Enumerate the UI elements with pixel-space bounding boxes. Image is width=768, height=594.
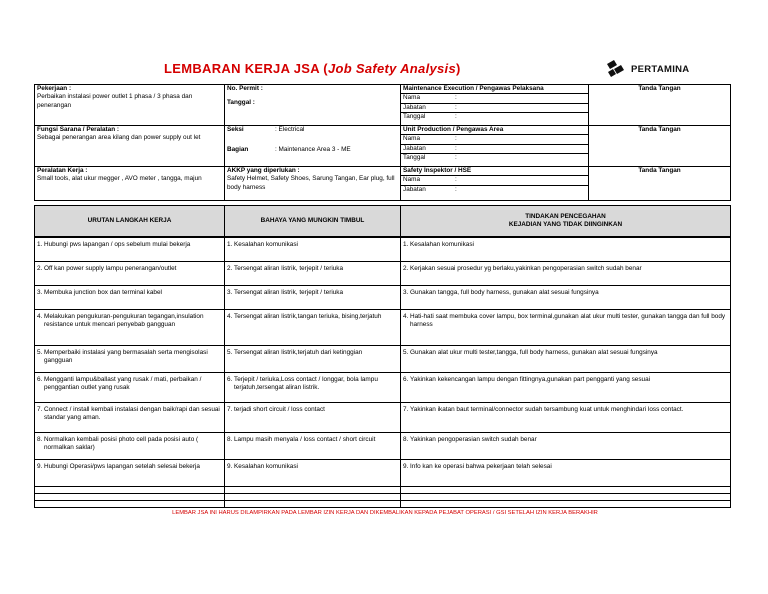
jsa-sheet bbox=[34, 84, 730, 508]
step-tindakan: Yakinkan pengoperasian switch sudah benar bbox=[410, 436, 537, 443]
pekerjaan-value: Perbaikan instalasi power outlet 1 phasa / 3 phasa dan penerangan bbox=[37, 93, 193, 109]
pekerjaan-cell bbox=[35, 85, 225, 126]
step-tindakan: Info kan ke operasi bahwa pekerjaan telah selesai bbox=[410, 463, 552, 470]
step-bahaya-cell bbox=[225, 262, 401, 286]
peralatan-label: Peralatan Kerja : bbox=[37, 167, 88, 174]
unit-nama-row bbox=[401, 135, 588, 144]
seksi-label: Seksi bbox=[227, 126, 244, 133]
step-bahaya: Tersengat aliran listrik, terjepit / teriuka bbox=[234, 289, 344, 296]
step-tindakan-cell bbox=[401, 460, 731, 487]
step-bahaya-cell bbox=[225, 373, 401, 403]
step-tindakan: Gunakan alat ukur multi tester,tangga, full body harness, gunakan alat sesuai fungsinya bbox=[410, 349, 658, 356]
colon: : bbox=[455, 185, 457, 193]
table-row bbox=[35, 286, 731, 310]
step-tindakan-cell bbox=[401, 286, 731, 310]
step-bahaya: Kesalahan komunikasi bbox=[234, 241, 298, 248]
step-tindakan-cell bbox=[401, 346, 731, 373]
step-number: 3. bbox=[403, 289, 409, 296]
step-langkah: Mengganti lampu&ballast yang rusak / mati, perbaikan / penggantian outlet yang rusak bbox=[44, 376, 202, 392]
peralatan-cell bbox=[35, 167, 225, 201]
tanda-tangan-3: Tanda Tangan bbox=[589, 167, 731, 201]
table-row bbox=[35, 238, 731, 262]
title-italic: Job Safety Analysis bbox=[327, 61, 456, 76]
tanggal-label: Tanggal bbox=[403, 113, 426, 121]
table-row bbox=[35, 433, 731, 460]
step-number: 5. bbox=[227, 349, 233, 356]
akkp-label: AKKP yang diperlukan : bbox=[227, 167, 300, 174]
permit-cell bbox=[225, 85, 401, 126]
jabatan-label: Jabatan bbox=[403, 185, 426, 193]
header-row-1 bbox=[35, 85, 731, 126]
colon: : bbox=[455, 103, 457, 111]
header-row-3 bbox=[35, 167, 731, 201]
safety-nama-row bbox=[401, 176, 588, 185]
step-bahaya: Tersengat aliran listrik,terjatuh dari ketinggian bbox=[234, 349, 363, 356]
maint-cell bbox=[401, 85, 589, 126]
step-langkah: Hubungi Operasi/pws lapangan setelah selesai bekerja bbox=[44, 463, 200, 470]
step-langkah: Membuka junction box dan terminal kabel bbox=[44, 289, 162, 296]
document-title bbox=[164, 61, 461, 76]
step-number: 7. bbox=[37, 406, 43, 413]
title-main: LEMBARAN KERJA JSA ( bbox=[164, 61, 328, 76]
step-number: 4. bbox=[403, 313, 409, 320]
step-tindakan: Yakinkan kekencangan lampu dengan fittingnya,gunakan part pengganti yang sesuai bbox=[410, 376, 651, 383]
step-bahaya: Tersengat aliran listrik,tangan teriuka, bising,terjatuh bbox=[234, 313, 382, 320]
step-number: 4. bbox=[37, 313, 43, 320]
header-row-2 bbox=[35, 126, 731, 167]
step-bahaya-cell bbox=[225, 403, 401, 433]
step-tindakan-cell bbox=[401, 433, 731, 460]
pertamina-logo-icon bbox=[605, 60, 627, 78]
step-tindakan-cell bbox=[401, 403, 731, 433]
pertamina-logo bbox=[605, 58, 689, 80]
steps-table bbox=[34, 205, 731, 237]
step-bahaya-cell bbox=[225, 286, 401, 310]
colon: : bbox=[455, 113, 457, 121]
seksi-cell bbox=[225, 126, 401, 167]
table-row bbox=[35, 262, 731, 286]
step-langkah-cell bbox=[35, 433, 225, 460]
step-tindakan-cell bbox=[401, 262, 731, 286]
colon: : bbox=[455, 94, 457, 102]
logo-text: PERTAMINA bbox=[631, 63, 690, 75]
step-langkah-cell bbox=[35, 310, 225, 346]
step-tindakan-cell bbox=[401, 238, 731, 262]
step-number: 2. bbox=[403, 265, 409, 272]
tanda-tangan-1: Tanda Tangan bbox=[589, 85, 731, 126]
step-bahaya-cell bbox=[225, 238, 401, 262]
col-tindakan-line-1: TINDAKAN PENCEGAHAN bbox=[525, 212, 606, 220]
blank-cell bbox=[35, 487, 225, 494]
table-row bbox=[35, 310, 731, 346]
step-tindakan: Hati-hati saat membuka cover lampu, box terminal,gunakan alat ukur multi tester, gunakan tangga dan full body harness bbox=[410, 313, 726, 329]
step-number: 6. bbox=[227, 376, 233, 383]
step-langkah: Hubungi pws lapangan / ops sebelum mulai bekerja bbox=[44, 241, 191, 248]
step-number: 1. bbox=[403, 241, 409, 248]
steps-body bbox=[34, 237, 731, 508]
step-langkah-cell bbox=[35, 373, 225, 403]
safety-jabatan-row bbox=[401, 186, 588, 194]
akkp-cell bbox=[225, 167, 401, 201]
step-tindakan-cell bbox=[401, 373, 731, 403]
step-number: 8. bbox=[37, 436, 43, 443]
column-header-row bbox=[35, 206, 731, 237]
step-number: 6. bbox=[37, 376, 43, 383]
bagian-value: : Maintenance Area 3 - ME bbox=[275, 146, 351, 154]
header-table bbox=[34, 84, 731, 201]
maint-nama-row bbox=[401, 94, 588, 103]
blank-row bbox=[35, 501, 731, 508]
nama-label: Nama bbox=[403, 176, 421, 184]
colon: : bbox=[455, 135, 457, 143]
colon: : bbox=[455, 144, 457, 152]
jabatan-label: Jabatan bbox=[403, 144, 426, 152]
table-row bbox=[35, 460, 731, 487]
step-langkah-cell bbox=[35, 403, 225, 433]
maint-label: Maintenance Execution / Pengawas Pelaksana bbox=[401, 85, 588, 94]
step-number: 7. bbox=[403, 406, 409, 413]
seksi-value: : Electrical bbox=[275, 126, 305, 133]
unit-label: Unit Production / Pengawas Area bbox=[401, 126, 588, 135]
step-langkah-cell bbox=[35, 286, 225, 310]
step-number: 2. bbox=[37, 265, 43, 272]
step-tindakan-cell bbox=[401, 310, 731, 346]
akkp-value: Safety Helmet, Safety Shoes, Sarung Tangan, Ear plug, full body harness bbox=[227, 175, 395, 191]
colon: : bbox=[455, 154, 457, 162]
blank-cell bbox=[401, 494, 731, 501]
step-tindakan: Kesalahan komunikasi bbox=[410, 241, 474, 248]
blank-cell bbox=[35, 501, 225, 508]
step-tindakan: Yakinkan ikatan baut terminal/connector sudah tersambung kuat untuk menghindari loss contact. bbox=[410, 406, 684, 413]
blank-cell bbox=[401, 501, 731, 508]
step-bahaya: Terjepit / teriuka,Loss contact / longgar, bola lampu terjatuh,tersengat aliran listrik. bbox=[234, 376, 378, 392]
step-number: 1. bbox=[37, 241, 43, 248]
colon: : bbox=[455, 176, 457, 184]
blank-row bbox=[35, 494, 731, 501]
table-row bbox=[35, 346, 731, 373]
step-langkah-cell bbox=[35, 238, 225, 262]
step-langkah-cell bbox=[35, 460, 225, 487]
step-bahaya-cell bbox=[225, 460, 401, 487]
col-tindakan bbox=[401, 206, 731, 237]
bagian-label: Bagian bbox=[227, 146, 249, 154]
step-number: 8. bbox=[403, 436, 409, 443]
step-number: 8. bbox=[227, 436, 233, 443]
step-langkah: Off kan power supply lampu penerangan/outlet bbox=[44, 265, 177, 272]
tanggal-label: Tanggal bbox=[403, 154, 426, 162]
unit-tanggal-row bbox=[401, 154, 588, 162]
title-close: ) bbox=[455, 61, 461, 76]
table-row bbox=[35, 373, 731, 403]
peralatan-value: Small tools, alat ukur megger , AVO meter , tangga, majun bbox=[37, 175, 202, 183]
step-langkah-cell bbox=[35, 346, 225, 373]
step-number: 6. bbox=[403, 376, 409, 383]
unit-jabatan-row bbox=[401, 145, 588, 154]
blank-cell bbox=[225, 501, 401, 508]
blank-cell bbox=[225, 487, 401, 494]
step-number: 9. bbox=[403, 463, 409, 470]
nama-label: Nama bbox=[403, 135, 421, 143]
step-number: 5. bbox=[37, 349, 43, 356]
col-bahaya: BAHAYA YANG MUNGKIN TIMBUL bbox=[225, 206, 401, 237]
seksi-row bbox=[227, 126, 398, 134]
step-langkah: Connect / install kembali instalasi dengan baik/rapi dan sesuai standar yang aman. bbox=[44, 406, 220, 422]
step-number: 2. bbox=[227, 265, 233, 272]
step-number: 9. bbox=[227, 463, 233, 470]
step-bahaya: Kesalahan komunikasi bbox=[234, 463, 298, 470]
safety-cell bbox=[401, 167, 589, 201]
no-permit-label: No. Permit : bbox=[227, 85, 263, 92]
step-bahaya-cell bbox=[225, 310, 401, 346]
step-number: 5. bbox=[403, 349, 409, 356]
step-langkah-cell bbox=[35, 262, 225, 286]
maint-jabatan-row bbox=[401, 104, 588, 113]
step-tindakan: Gunakan tangga, full body harness, gunakan alat sesuai fungsinya bbox=[410, 289, 599, 296]
footnote: LEMBAR JSA INI HARUS DILAMPIRKAN PADA LEMBAR IZIN KERJA DAN DIKEMBALIKAN KEPADA PEJABAT OPERASI / GSI SETELAH IZIN KERJA BERAKHIR bbox=[172, 510, 598, 516]
fungsi-cell bbox=[35, 126, 225, 167]
blank-cell bbox=[35, 494, 225, 501]
step-langkah: Memperbaiki instalasi yang bermasalah serta mengisolasi gangguan bbox=[44, 349, 208, 365]
maint-tanggal-row bbox=[401, 113, 588, 121]
step-number: 3. bbox=[37, 289, 43, 296]
fungsi-label: Fungsi Sarana / Peralatan : bbox=[37, 126, 120, 133]
tanda-tangan-2: Tanda Tangan bbox=[589, 126, 731, 167]
blank-row bbox=[35, 487, 731, 494]
step-number: 3. bbox=[227, 289, 233, 296]
nama-label: Nama bbox=[403, 94, 421, 102]
pekerjaan-label: Pekerjaan : bbox=[37, 85, 72, 92]
blank-cell bbox=[225, 494, 401, 501]
blank-cell bbox=[401, 487, 731, 494]
bagian-row bbox=[227, 146, 398, 154]
step-bahaya: Tersengat aliran listrik, terjepit / teriuka bbox=[234, 265, 344, 272]
col-tindakan-line-2: KEJADIAN YANG TIDAK DIINGINKAN bbox=[508, 221, 623, 228]
step-bahaya-cell bbox=[225, 346, 401, 373]
step-bahaya: Lampu masih menyala / loss contact / short circuit bbox=[234, 436, 376, 443]
step-tindakan: Kerjakan sesuai prosedur yg berlaku,yakinkan pengoperasian switch sudah benar bbox=[410, 265, 642, 272]
col-urutan: URUTAN LANGKAH KERJA bbox=[35, 206, 225, 237]
step-bahaya: terjadi short circuit / loss contact bbox=[234, 406, 325, 413]
fungsi-value: Sebagai penerangan area kilang dan power supply out let bbox=[37, 134, 201, 142]
step-number: 4. bbox=[227, 313, 233, 320]
step-number: 7. bbox=[227, 406, 233, 413]
step-number: 9. bbox=[37, 463, 43, 470]
step-langkah: Melakukan pengukuran-pengukuran tegangan,insulation resistance untuk mencari penyebab gangguan bbox=[44, 313, 204, 329]
jabatan-label: Jabatan bbox=[403, 103, 426, 111]
step-langkah: Normalkan kembali posisi photo cell pada posisi auto ( normalkan saklar) bbox=[44, 436, 199, 452]
tanggal-label: Tanggal : bbox=[227, 99, 255, 107]
safety-label: Safety Inspektor / HSE bbox=[401, 167, 588, 176]
step-bahaya-cell bbox=[225, 433, 401, 460]
unit-cell bbox=[401, 126, 589, 167]
step-number: 1. bbox=[227, 241, 233, 248]
table-row bbox=[35, 403, 731, 433]
